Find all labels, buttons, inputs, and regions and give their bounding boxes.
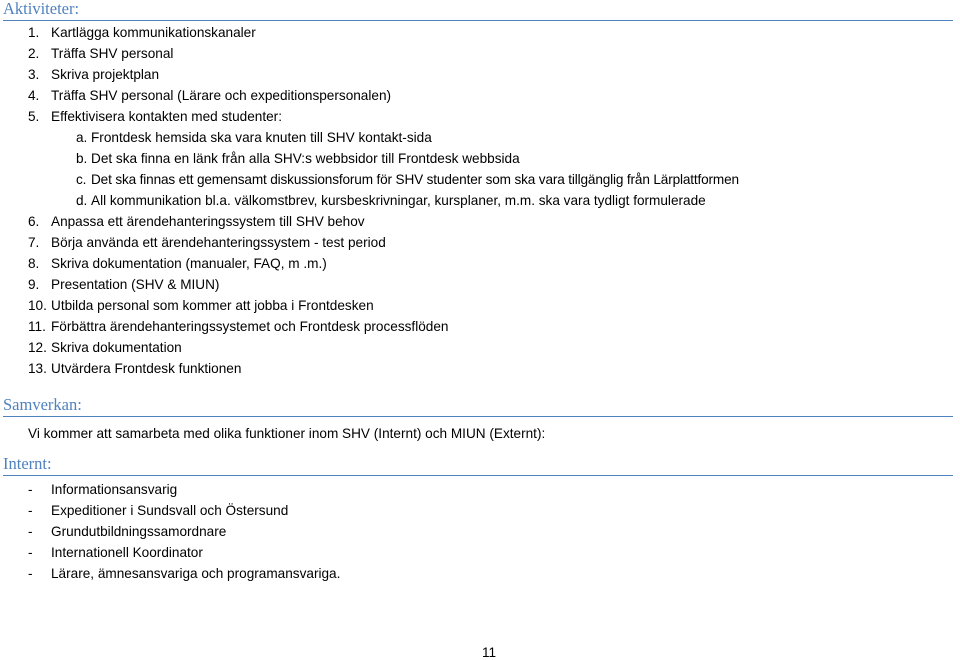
item-number: 12. xyxy=(28,340,47,355)
item-text: Kartlägga kommunikationskanaler xyxy=(51,25,256,40)
item-text: Utvärdera Frontdesk funktionen xyxy=(51,361,242,376)
item-text: Förbättra ärendehanteringssystemet och Frontdesk processflöden xyxy=(51,319,449,334)
item-number: 4. xyxy=(28,88,40,103)
item-number: 8. xyxy=(28,256,40,271)
item-number: c. xyxy=(76,172,87,187)
sub-list-item xyxy=(76,172,739,188)
item-text: Det ska finna en länk från alla SHV:s webbsidor till Frontdesk webbsida xyxy=(91,151,520,166)
list-item xyxy=(28,298,374,314)
list-item xyxy=(28,88,391,104)
item-number: 10. xyxy=(28,298,47,313)
heading-samverkan: Samverkan: xyxy=(3,396,953,417)
item-number: 13. xyxy=(28,361,47,376)
list-item xyxy=(28,566,340,582)
item-text: Skriva projektplan xyxy=(51,67,160,82)
item-text: Utbilda personal som kommer att jobba i Frontdesken xyxy=(51,298,374,313)
heading-aktiviteter: Aktiviteter: xyxy=(3,0,953,21)
item-text: All kommunikation bl.a. välkomstbrev, kursbeskrivningar, kursplaner, m.m. ska vara tydligt formulerade xyxy=(91,193,706,208)
item-dash: - xyxy=(28,566,33,581)
item-text: Skriva dokumentation xyxy=(51,340,182,355)
item-text: Informationsansvarig xyxy=(51,482,178,497)
page-number: 11 xyxy=(482,645,497,660)
item-text: Effektivisera kontakten med studenter: xyxy=(51,109,282,124)
item-number: 7. xyxy=(28,235,40,250)
list-item xyxy=(28,319,448,335)
item-number: 5. xyxy=(28,109,40,124)
item-text: Grundutbildningssamordnare xyxy=(51,524,227,539)
list-item xyxy=(28,277,219,293)
sub-list-item xyxy=(76,130,432,146)
item-text: Lärare, ämnesansvariga och programansvariga. xyxy=(51,566,341,581)
item-number: a. xyxy=(76,130,88,145)
list-item xyxy=(28,361,241,377)
item-number: 11. xyxy=(28,319,46,334)
item-text: Börja använda ett ärendehanteringssystem - test period xyxy=(51,235,386,250)
item-text: Det ska finnas ett gemensamt diskussionsforum för SHV studenter som ska vara tillgänglig från Lärplattformen xyxy=(91,172,739,187)
sub-list-item xyxy=(76,193,706,209)
list-item xyxy=(28,46,173,62)
item-number: 6. xyxy=(28,214,40,229)
item-text: Frontdesk hemsida ska vara knuten till SHV kontakt-sida xyxy=(91,130,432,145)
item-dash: - xyxy=(28,524,33,539)
item-number: 3. xyxy=(28,67,40,82)
list-item xyxy=(28,256,327,272)
list-item xyxy=(28,524,226,540)
item-text: Träffa SHV personal xyxy=(51,46,174,61)
item-dash: - xyxy=(28,503,33,518)
item-dash: - xyxy=(28,545,33,560)
item-number: 2. xyxy=(28,46,40,61)
item-number: d. xyxy=(76,193,88,208)
item-text: Skriva dokumentation (manualer, FAQ, m .m.) xyxy=(51,256,327,271)
item-number: 1. xyxy=(28,25,40,40)
item-text: Expeditioner i Sundsvall och Östersund xyxy=(51,503,289,518)
item-text: Träffa SHV personal (Lärare och expeditionspersonalen) xyxy=(51,88,392,103)
list-item xyxy=(28,214,365,230)
item-number: b. xyxy=(76,151,88,166)
item-text: Internationell Koordinator xyxy=(51,545,203,560)
heading-internt: Internt: xyxy=(3,455,953,476)
list-item xyxy=(28,545,203,561)
samverkan-text: Vi kommer att samarbeta med olika funktioner inom SHV (Internt) och MIUN (Externt): xyxy=(28,426,546,441)
item-number: 9. xyxy=(28,277,40,292)
item-text: Presentation (SHV & MIUN) xyxy=(51,277,220,292)
list-item xyxy=(28,67,159,83)
sub-list-item xyxy=(76,151,520,167)
item-dash: - xyxy=(28,482,33,497)
list-item xyxy=(28,482,177,498)
list-item xyxy=(28,340,182,356)
list-item xyxy=(28,109,282,125)
list-item xyxy=(28,25,256,41)
list-item xyxy=(28,503,288,519)
item-text: Anpassa ett ärendehanteringssystem till SHV behov xyxy=(51,214,365,229)
list-item xyxy=(28,235,386,251)
